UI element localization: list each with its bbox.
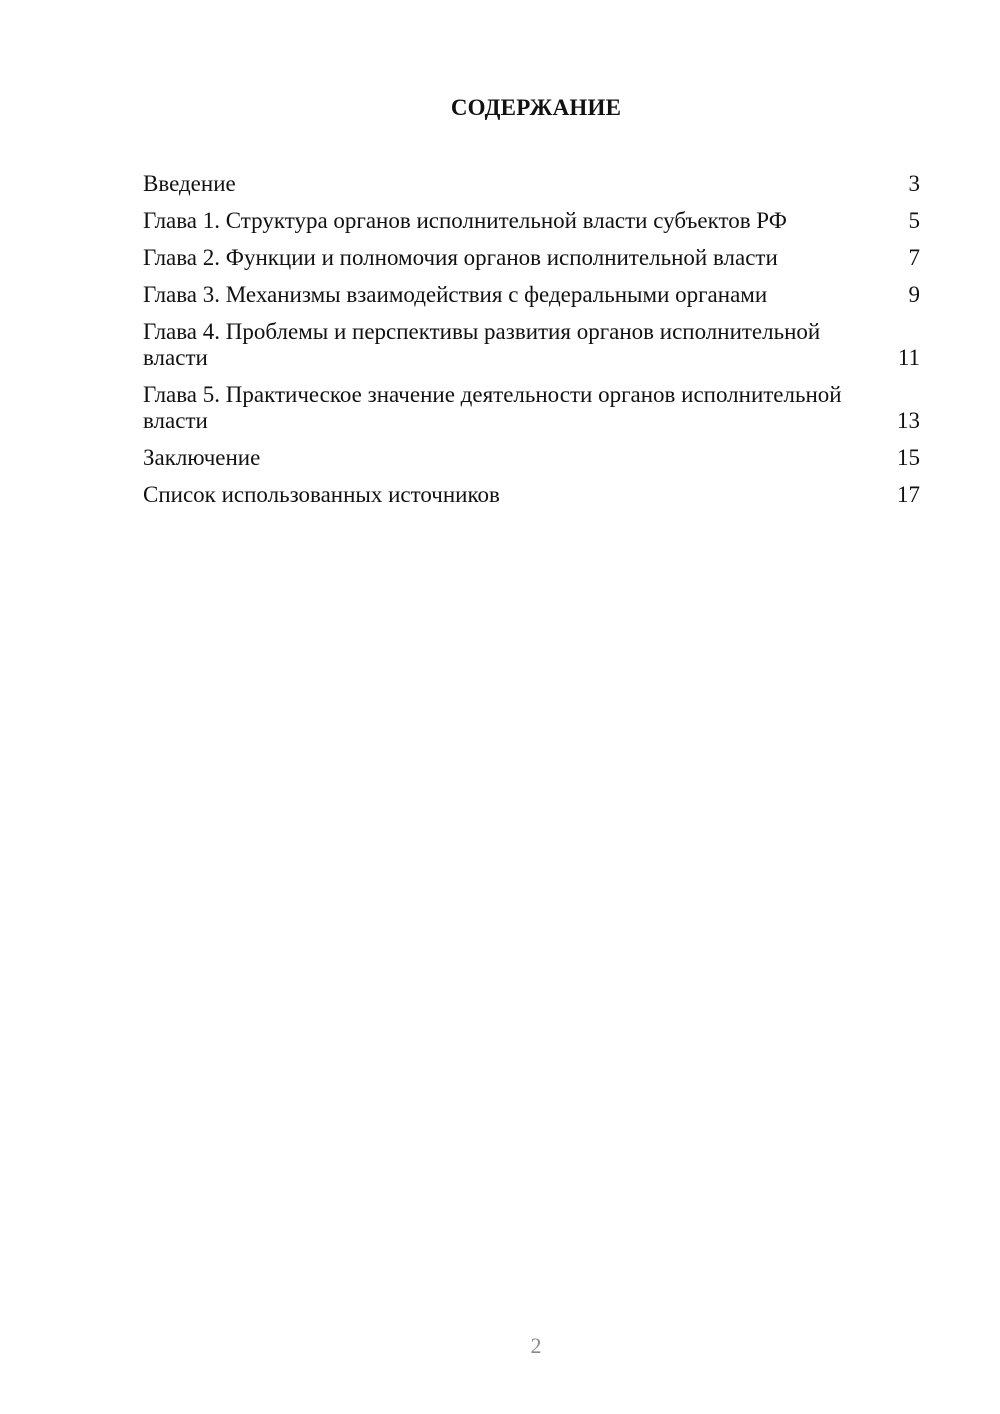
page-number: 2 — [530, 1333, 542, 1358]
toc-entry-label: Введение — [143, 171, 236, 196]
toc-entry-page: 15 — [897, 445, 920, 470]
toc-entry-page: 9 — [908, 282, 920, 307]
toc-entry-chapter-2 — [143, 245, 920, 271]
toc-entry-label: Заключение — [143, 445, 261, 470]
toc-entry-label: Глава 3. Механизмы взаимодействия с федеральными органами — [143, 282, 768, 307]
toc-entry-chapter-4 — [143, 319, 920, 371]
toc-entry-label: Глава 5. Практическое значение деятельности органов исполнительной власти — [143, 382, 842, 433]
toc-entry-page: 11 — [897, 345, 920, 370]
toc-entry-page: 13 — [897, 408, 920, 433]
toc-entry-page: 7 — [908, 245, 920, 270]
toc-entry-page: 3 — [908, 171, 920, 196]
toc-entry-chapter-1 — [143, 208, 920, 234]
toc-entry-page: 5 — [908, 208, 920, 233]
toc-entry-page: 17 — [897, 482, 920, 507]
toc-entry-references — [143, 482, 920, 508]
toc-entry-label: Список использованных источников — [143, 482, 500, 507]
toc-entry-conclusion — [143, 445, 920, 471]
toc-entry-label: Глава 1. Структура органов исполнительной власти субъектов РФ — [143, 208, 787, 233]
toc-entry-label: Глава 2. Функции и полномочия органов исполнительной власти — [143, 245, 778, 270]
toc-entry-chapter-3 — [143, 282, 920, 308]
toc-entry-label: Глава 4. Проблемы и перспективы развития органов исполнительной власти — [143, 319, 821, 370]
toc-title: СОДЕРЖАНИЕ — [450, 95, 622, 120]
toc-entry-introduction — [143, 171, 920, 197]
table-of-contents — [143, 171, 920, 519]
toc-entry-chapter-5 — [143, 382, 920, 434]
